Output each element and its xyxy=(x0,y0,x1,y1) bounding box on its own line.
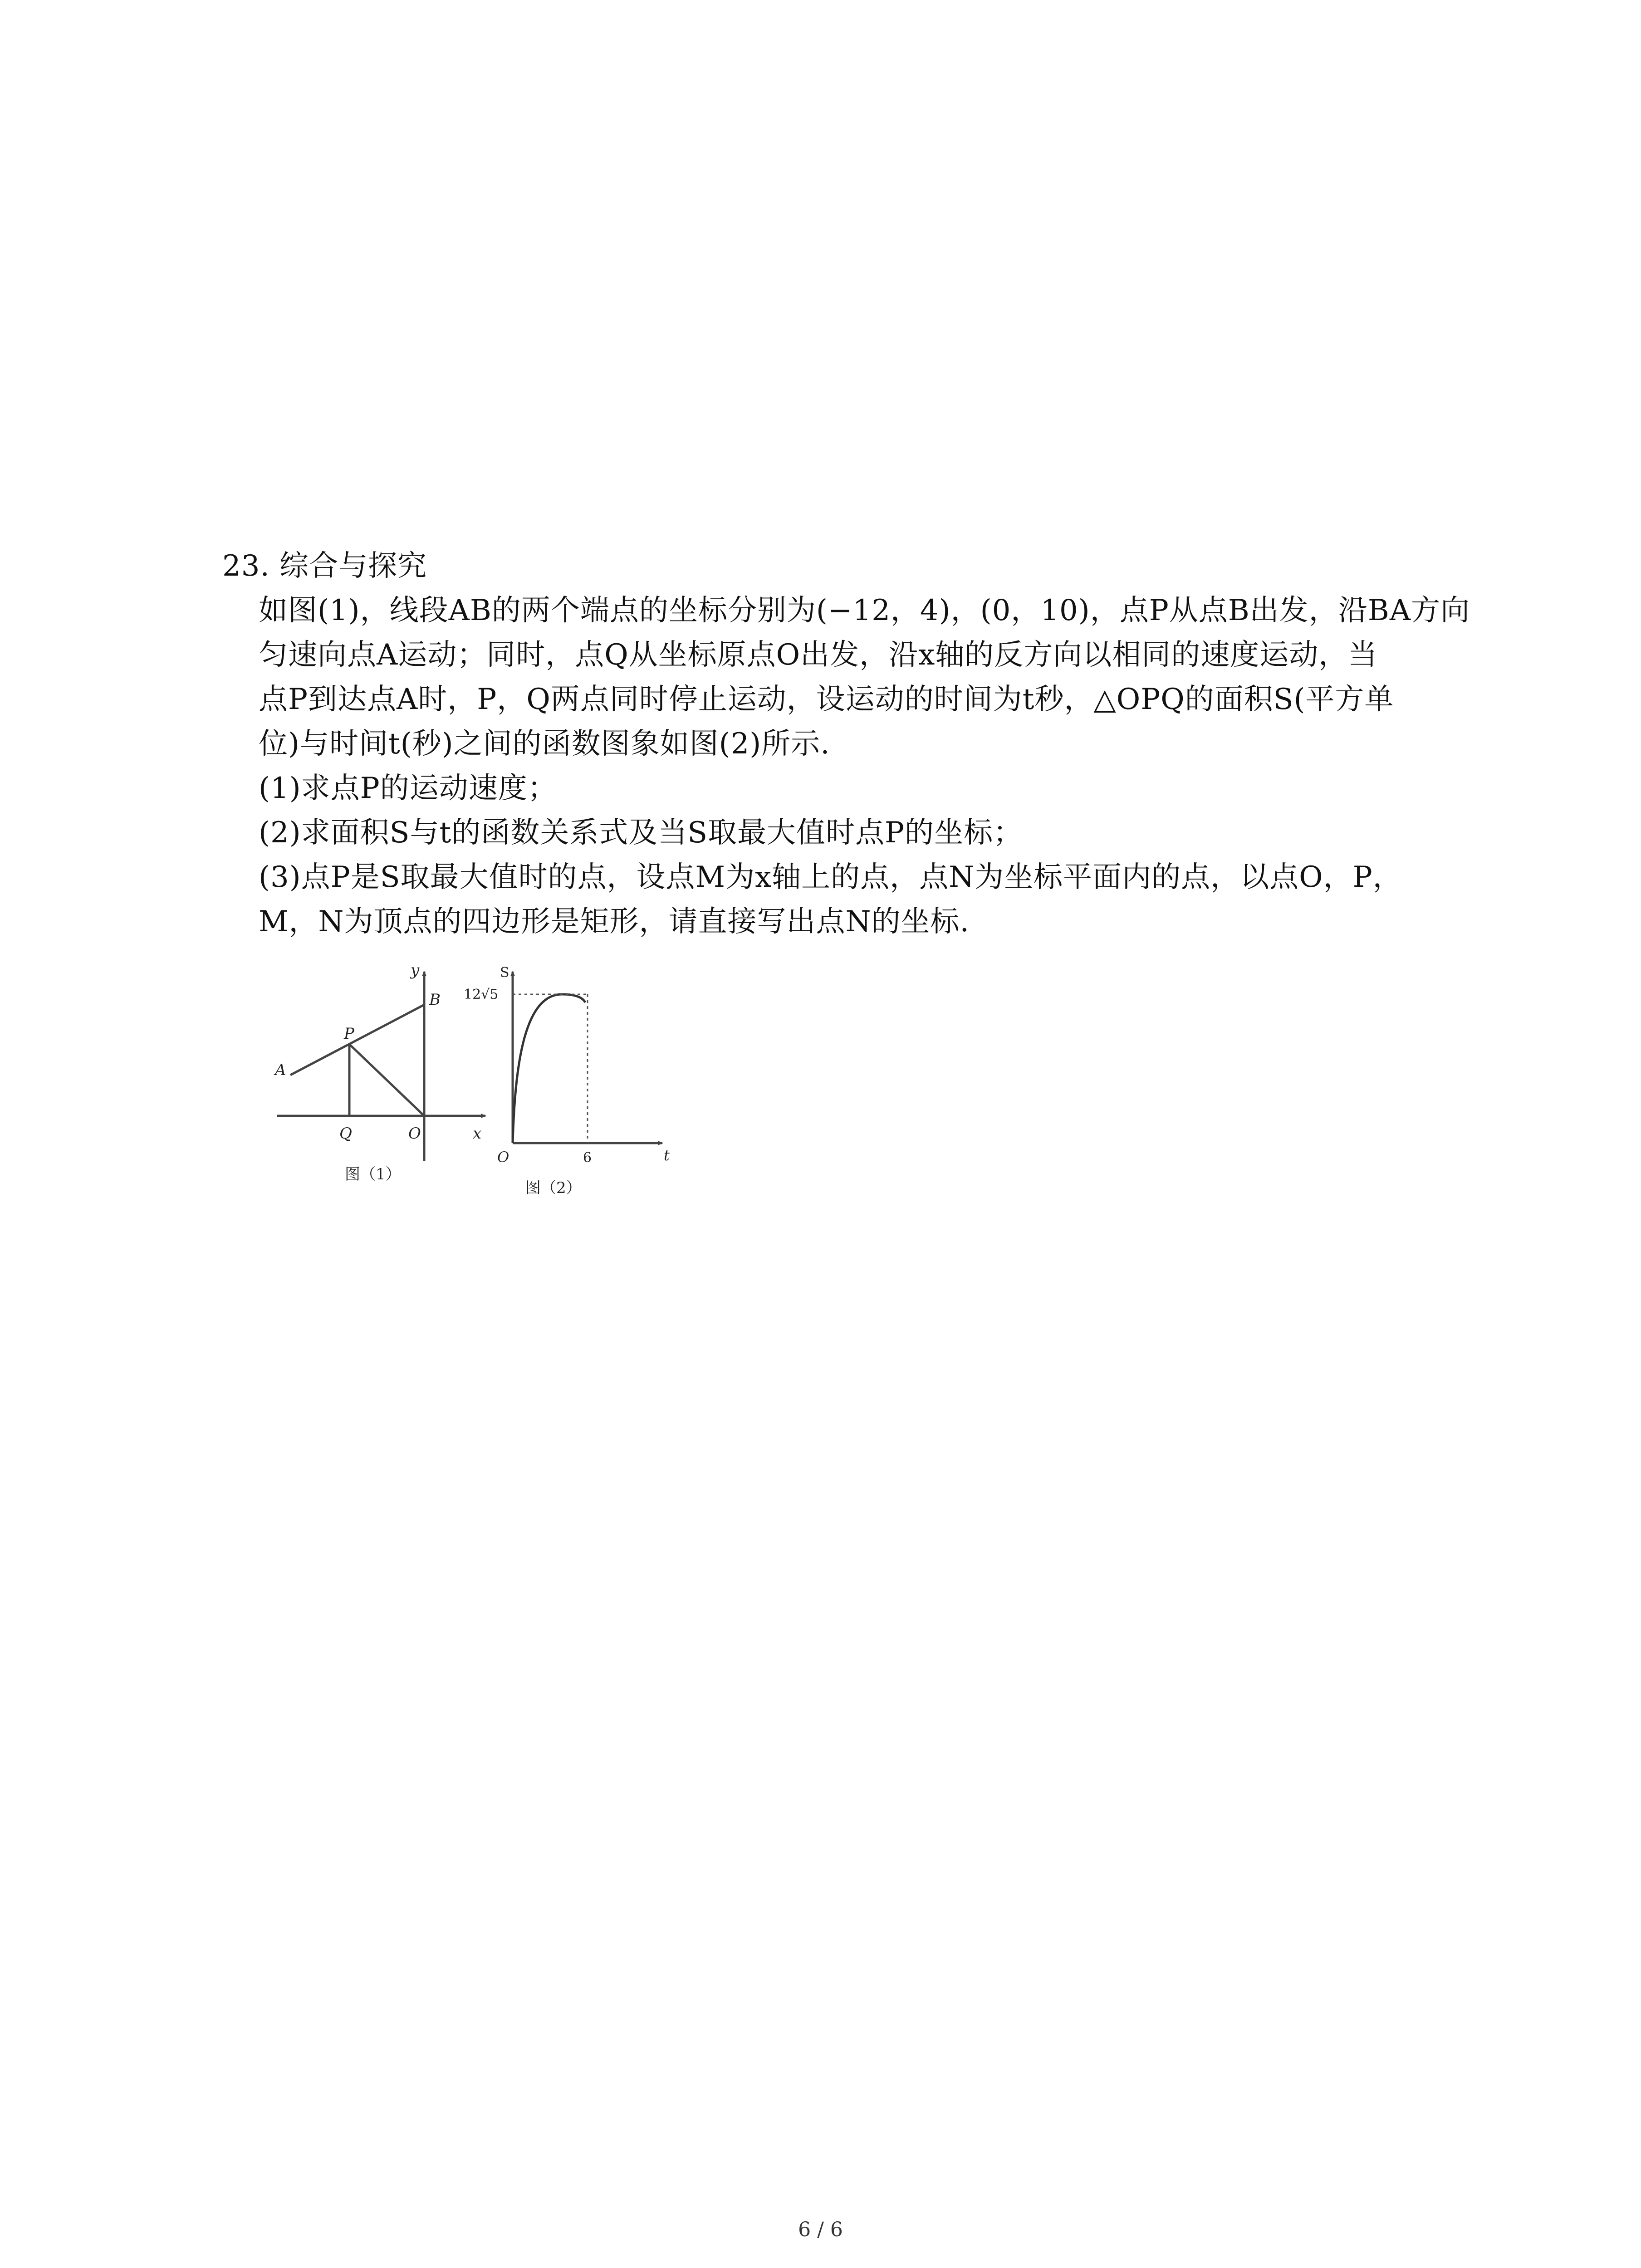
problem-text-line-1: 如图(1)，线段AB的两个端点的坐标分别为(−12，4)，(0，10)，点P从点B出发，沿BA方向 xyxy=(259,594,1470,627)
label-q: Q xyxy=(339,1124,352,1143)
figure-2-caption: 图（2） xyxy=(525,1179,582,1197)
area-curve xyxy=(513,994,585,1143)
label-x: x xyxy=(473,1124,482,1143)
segment-po xyxy=(349,1044,424,1116)
label-b: B xyxy=(429,991,441,1009)
figure-1-caption: 图（1） xyxy=(345,1165,401,1183)
label-max-value: 12√5 xyxy=(464,987,499,1002)
question-3-line-2: M，N为顶点的四边形是矩形，请直接写出点N的坐标. xyxy=(259,905,970,938)
figure-2 xyxy=(464,962,681,1216)
question-1: (1)求点P的运动速度； xyxy=(259,772,557,805)
label-a: A xyxy=(275,1061,286,1079)
problem-heading: 23. 综合与探究 xyxy=(222,549,427,583)
segment-ab xyxy=(290,1005,424,1075)
problem-text-line-4: 位)与时间t(秒)之间的函数图象如图(2)所示. xyxy=(259,727,830,761)
figure-2-graph xyxy=(464,962,681,1216)
label-s: S xyxy=(500,965,509,981)
label-t-max: 6 xyxy=(583,1150,592,1166)
label-y: y xyxy=(411,961,420,979)
label-o: O xyxy=(408,1124,421,1143)
label-origin: O xyxy=(497,1149,509,1166)
question-2: (2)求面积S与t的函数关系式及当S取最大值时点P的坐标； xyxy=(259,816,1023,850)
label-p: P xyxy=(344,1025,354,1043)
label-t: t xyxy=(664,1147,670,1164)
problem-text-line-2: 匀速向点A运动；同时，点Q从坐标原点O出发，沿x轴的反方向以相同的速度运动，当 xyxy=(259,638,1378,672)
page-number: 6 / 6 xyxy=(798,2218,843,2241)
problem-text-line-3: 点P到达点A时，P，Q两点同时停止运动，设运动的时间为t秒，△OPQ的面积S(平方单 xyxy=(259,683,1394,716)
question-3-line-1: (3)点P是S取最大值时的点，设点M为x轴上的点，点N为坐标平面内的点，以点O，P， xyxy=(259,860,1402,894)
